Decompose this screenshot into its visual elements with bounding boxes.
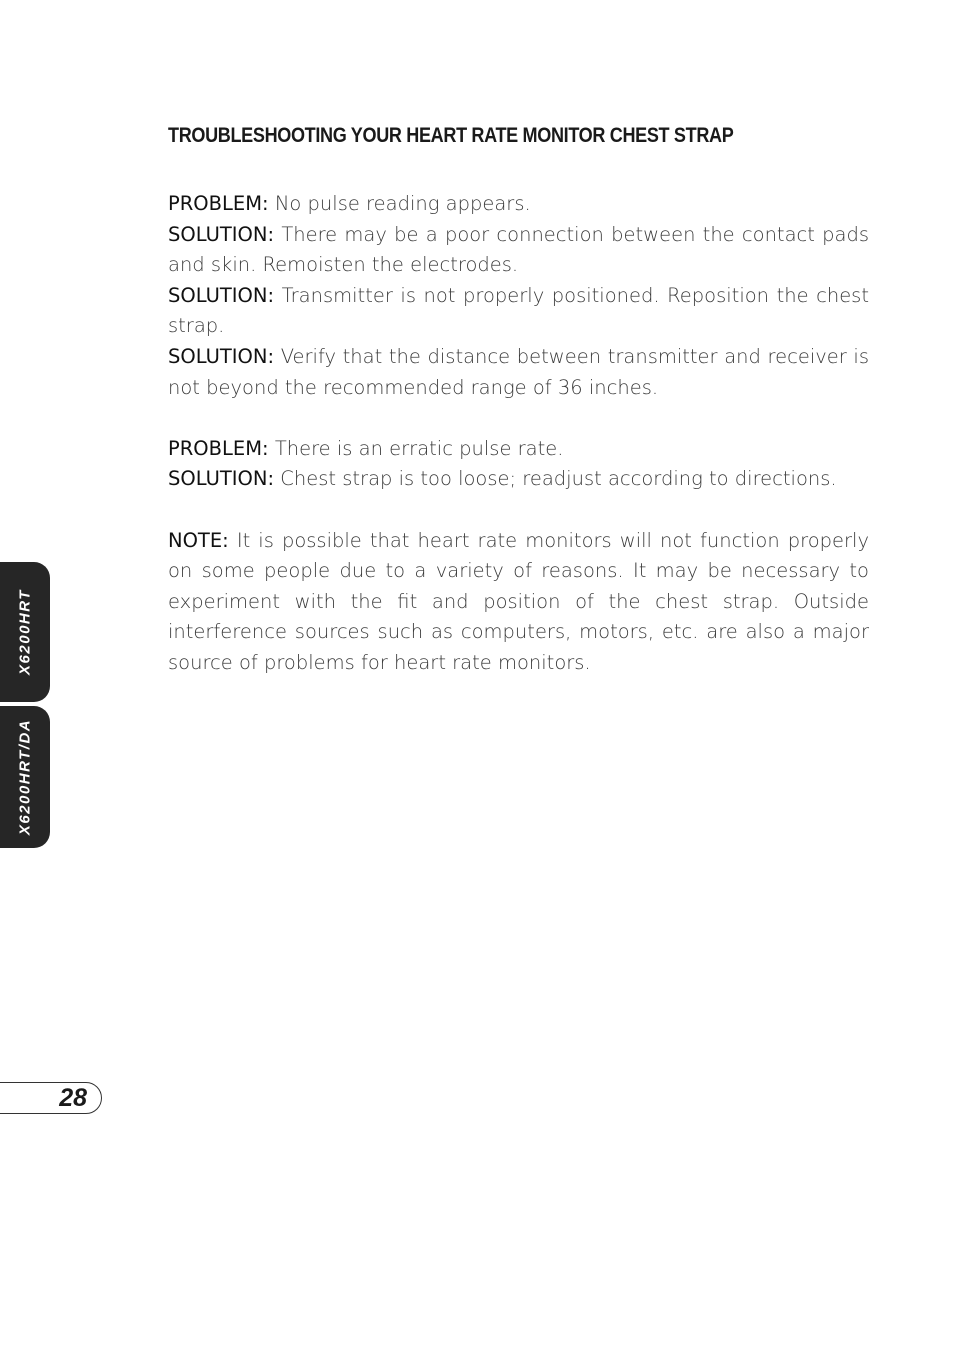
entry-text: It is possible that heart rate monitors will not function properly on some people due to a variety of reasons. It may be necessary to experiment with the fit and position of the chest strap. Outside interference sources such as computers, motors, etc. are also a major source of problems for heart rate monitors. — [168, 528, 869, 674]
solution-entry — [168, 342, 869, 403]
page-number: 28 — [59, 1084, 87, 1112]
page-heading: TROUBLESHOOTING YOUR HEART RATE MONITOR CHEST STRAP — [168, 124, 734, 147]
entry-label: PROBLEM: — [168, 436, 269, 460]
entry-text: No pulse reading appears. — [274, 192, 531, 215]
model-da-side-tab — [0, 706, 50, 848]
troubleshooting-content — [168, 189, 869, 709]
note-section — [168, 526, 869, 679]
entry-label: SOLUTION: — [168, 344, 275, 368]
entry-label: SOLUTION: — [168, 467, 275, 491]
entry-text: Verify that the distance between transmitter and receiver is not beyond the recommended range of 36 inches. — [168, 344, 869, 399]
entry-text: There is an erratic pulse rate. — [274, 436, 564, 460]
model-side-tab — [0, 562, 50, 702]
problem-entry — [168, 189, 869, 220]
model-tab-label: X6200HRT — [16, 589, 34, 675]
entry-label: NOTE: — [168, 528, 229, 552]
entry-label: SOLUTION: — [168, 283, 275, 307]
solution-entry — [168, 220, 869, 281]
entry-text: Transmitter is not properly positioned. Reposition the chest strap. — [168, 283, 869, 338]
problem-erratic-pulse-section — [168, 434, 869, 495]
entry-label: PROBLEM: — [168, 192, 269, 215]
entry-text: There may be a poor connection between the contact pads and skin. Remoisten the electrodes. — [168, 222, 869, 277]
entry-text: Chest strap is too loose; readjust according to directions. — [280, 467, 837, 491]
note-entry — [168, 526, 869, 679]
page-number-badge — [0, 1082, 102, 1114]
problem-no-pulse-section — [168, 189, 869, 403]
entry-label: SOLUTION: — [168, 222, 275, 246]
solution-entry — [168, 464, 869, 495]
model-da-tab-label: X6200HRT/DA — [16, 718, 34, 836]
solution-entry — [168, 281, 869, 342]
problem-entry — [168, 434, 869, 465]
